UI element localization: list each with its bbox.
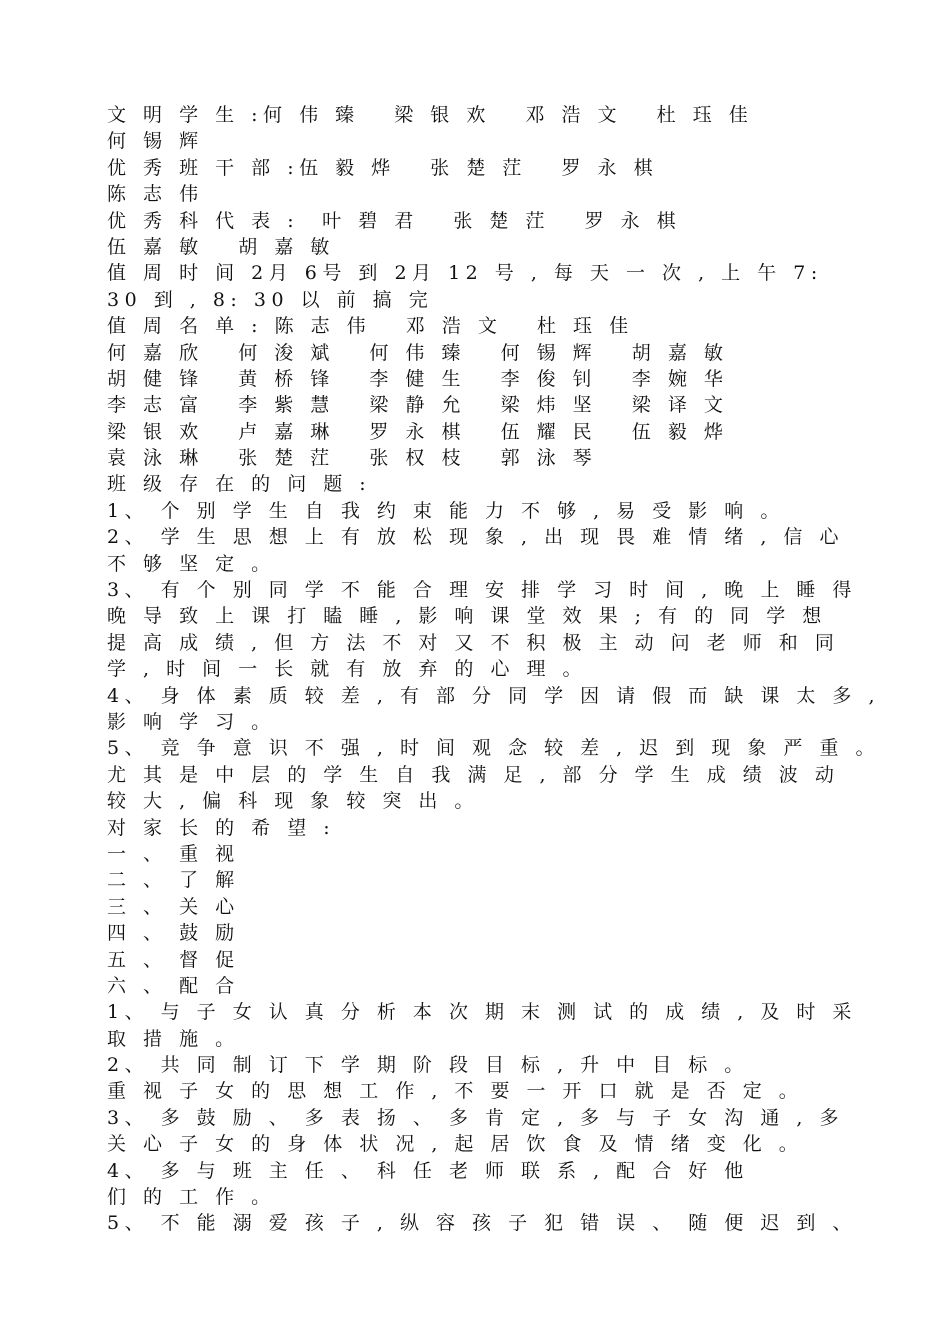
text-line: 伍 嘉 敏 胡 嘉 敏 (107, 235, 335, 258)
text-line: 1、 与 子 女 认 真 分 析 本 次 期 末 测 试 的 成 绩 , 及 时 采 (107, 1001, 857, 1024)
text-line: 值 周 名 单 : 陈 志 伟 邓 浩 文 杜 珏 佳 (107, 315, 634, 338)
text-line: 何 嘉 欣 何 浚 斌 何 伟 臻 何 锡 辉 胡 嘉 敏 (107, 341, 729, 364)
text-line: 影 响 学 习 。 (107, 710, 276, 733)
text-line: 优 秀 班 干 部 :伍 毅 烨 张 楚 茳 罗 永 棋 (107, 156, 659, 179)
text-line: 袁 泳 琳 张 楚 茳 张 权 枝 郭 泳 琴 (107, 447, 598, 470)
text-line: 二 、 了 解 (107, 869, 240, 892)
text-line: 提 高 成 绩 , 但 方 法 不 对 又 不 积 极 主 动 问 老 师 和 同 (107, 631, 840, 654)
text-line: 4、 多 与 班 主 任 、 科 任 老 师 联 系 , 配 合 好 他 (107, 1159, 749, 1182)
text-line: 对 家 长 的 希 望 : (107, 816, 336, 839)
text-line: 五 、 督 促 (107, 948, 240, 971)
text-line: 一 、 重 视 (107, 842, 240, 865)
text-line: 4、 身 体 素 质 较 差 , 有 部 分 同 学 因 请 假 而 缺 课 太 多 , (107, 684, 880, 707)
text-line: 5、 竞 争 意 识 不 强 , 时 间 观 念 较 差 , 迟 到 现 象 严 重 。 (107, 737, 880, 760)
text-line: 六 、 配 合 (107, 974, 240, 997)
text-line: 胡 健 锋 黄 桥 锋 李 健 生 李 俊 钊 李 婉 华 (107, 367, 729, 390)
text-line: 三 、 关 心 (107, 895, 240, 918)
text-line: 陈 志 伟 (107, 183, 204, 206)
text-line: 5、 不 能 溺 爱 孩 子 , 纵 容 孩 子 犯 错 误 、 随 便 迟 到 、 (107, 1212, 857, 1235)
text-line: 何 锡 辉 (107, 130, 204, 153)
text-line: 们 的 工 作 。 (107, 1186, 276, 1209)
text-line: 文 明 学 生 :何 伟 臻 梁 银 欢 邓 浩 文 杜 珏 佳 (107, 104, 754, 126)
text-line: 3、 多 鼓 励 、 多 表 扬 、 多 肯 定 , 多 与 子 女 沟 通 , 多 (107, 1106, 844, 1129)
text-line: 30 到 , 8: 30 以 前 搞 完 (107, 288, 434, 311)
text-line: 四 、 鼓 励 (107, 922, 240, 945)
text-line: 梁 银 欢 卢 嘉 琳 罗 永 棋 伍 耀 民 伍 毅 烨 (107, 420, 729, 443)
text-line: 重 视 子 女 的 思 想 工 作 , 不 要 一 开 口 就 是 否 定 。 (107, 1080, 804, 1103)
text-line: 取 措 施 。 (107, 1027, 240, 1050)
text-line: 2、 共 同 制 订 下 学 期 阶 段 目 标 , 升 中 目 标 。 (107, 1054, 749, 1077)
text-line: 晚 导 致 上 课 打 瞌 睡 , 影 响 课 堂 效 果 ; 有 的 同 学 想 (107, 605, 827, 628)
text-line: 2、 学 生 思 想 上 有 放 松 现 象 , 出 现 畏 难 情 绪 , 信 心 (107, 526, 844, 549)
text-line: 学 , 时 间 一 长 就 有 放 弃 的 心 理 。 (107, 658, 588, 681)
text-line: 不 够 坚 定 。 (107, 552, 276, 575)
text-line: 3、 有 个 别 同 学 不 能 合 理 安 排 学 习 时 间 , 晚 上 睡 得 (107, 579, 857, 602)
text-line: 李 志 富 李 紫 慧 梁 静 允 梁 炜 坚 梁 译 文 (107, 394, 729, 417)
text-line: 1、 个 别 学 生 自 我 约 束 能 力 不 够 , 易 受 影 响 。 (107, 499, 785, 522)
text-line: 班 级 存 在 的 问 题 : (107, 473, 372, 496)
text-line: 值 周 时 间 2月 6号 到 2月 12 号 , 每 天 一 次 , 上 午 7: (107, 262, 823, 285)
text-line: 优 秀 科 代 表 : 叶 碧 君 张 楚 茳 罗 永 棋 (107, 209, 682, 232)
text-line: 关 心 子 女 的 身 体 状 况 , 起 居 饮 食 及 情 绪 变 化 。 (107, 1133, 804, 1156)
text-line: 较 大 , 偏 科 现 象 较 突 出 。 (107, 790, 479, 813)
document-body (107, 102, 907, 1237)
text-line: 尤 其 是 中 层 的 学 生 自 我 满 足 , 部 分 学 生 成 绩 波 动 (107, 763, 840, 786)
